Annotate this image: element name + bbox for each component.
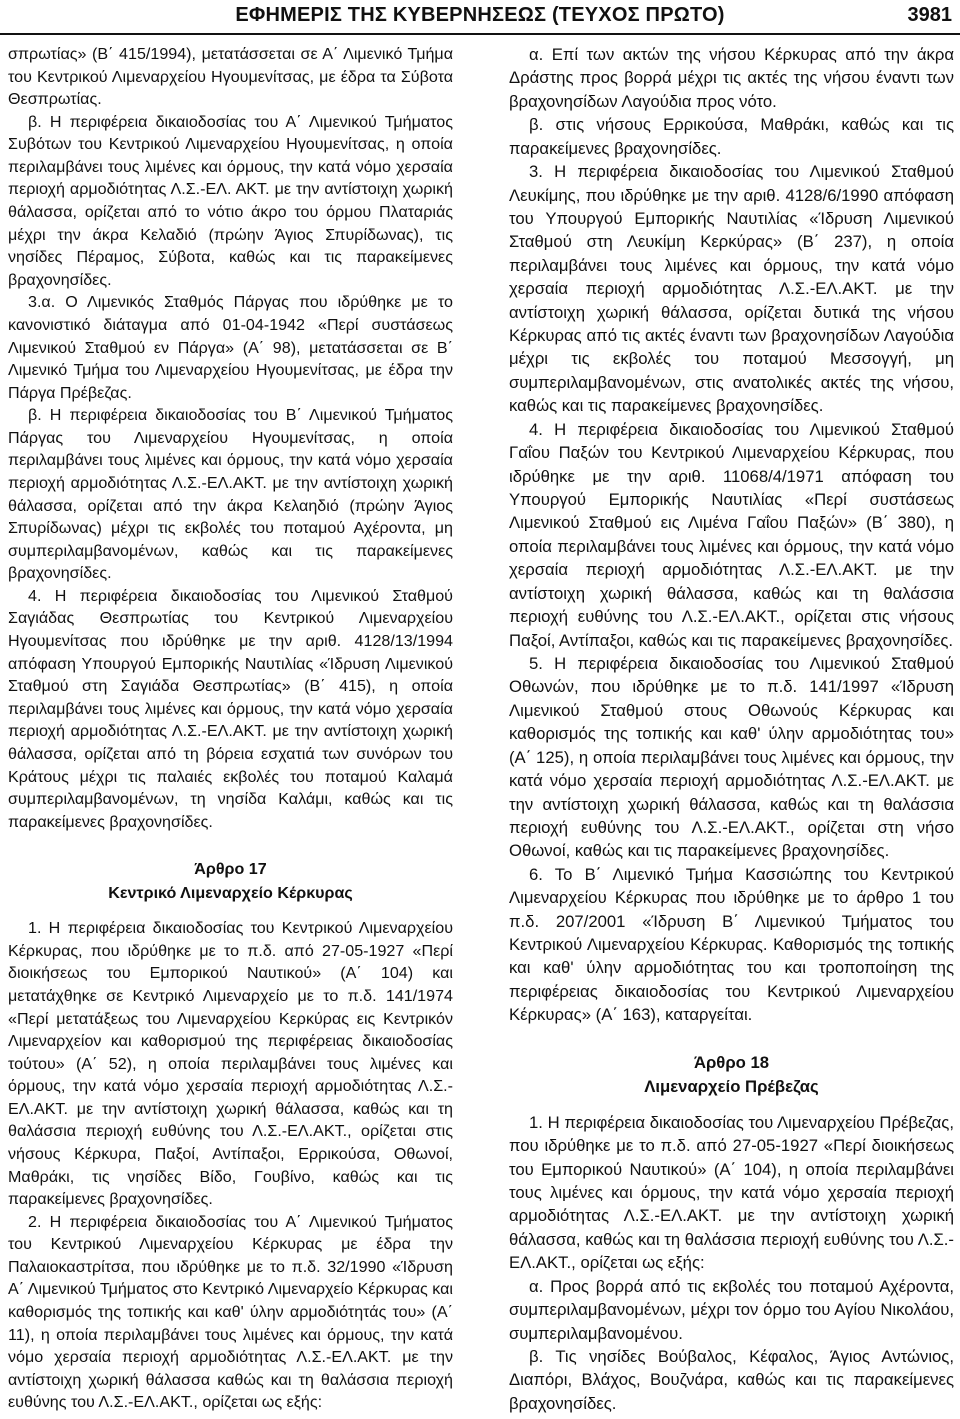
paragraph: α. Επί των ακτών της νήσου Κέρκυρας από την άκρα Δράστης προς βορρά μέχρι τις ακτές της νήσου έναντι των βραχονησίδων Λαγούδια προς νότο. [509,45,954,111]
article-title: Άρθρο 18 [693,1052,770,1072]
paragraph: 1. Η περιφέρεια δικαιοδοσίας του Λιμεναρχείου Πρέβεζας, που ιδρύθηκε με το π.δ. από 27-05-1927 «Περί διοικήσεως του Εμπορικού Ναυτικού» (Α΄ 104), η οποία περιλαμβάνει τους λιμένες και όρμους, την κατά νόμο χερσαία περιοχή αρμοδιότητας Λ.Σ.-ΕΛ.ΑΚΤ. με την αντίστοιχη χωρική θάλασσα, καθώς και τη θαλάσσια περιοχή ευθύνης του Λ.Σ.-ΕΛ.ΑΚΤ., ορίζεται ως εξής: [509,1112,954,1273]
paragraph: 4. Η περιφέρεια δικαιοδοσίας του Λιμενικού Σταθμού Γαΐου Παξών του Κεντρικού Λιμεναρχείου Κέρκυρας, που ιδρύθηκε με την αριθ. 11068/4/1971 απόφαση του Υπουργού Εμπορικής Ναυτιλίας «Περί συστάσεως Λιμενικού Σταθμού εις Λιμένα Γαΐου Παξών» (Β΄ 380), η οποία περιλαμβάνει τους λιμένες και όρμους, την κατά νόμο χερσαία περιοχή αρμοδιότητας Λ.Σ.-ΕΛ.ΑΚΤ. με την αντίστοιχη χωρική θάλασσα, καθώς και τη θαλάσσια περιοχή ευθύνης του Λ.Σ.-ΕΛ.ΑΚΤ., ορίζεται στις νήσους Παξοί, Αντίπαξοι, καθώς και τις παρακείμενες βραχονησίδες. [509,419,954,650]
paragraph: 5. Η περιφέρεια δικαιοδοσίας του Λιμενικού Σταθμού Οθωνών, που ιδρύθηκε με το π.δ. 141/1997 «Ίδρυση Λιμενικού Σταθμού στους Οθωνούς Κέρκυρας και καθορισμός της τοπικής και καθ' ύλην αρμοδιότητας του» (Α΄ 125), η οποία περιλαμβάνει τους λιμένες και όρμους, την κατά νόμο χερσαία περιοχή αρμοδιότητας Λ.Σ.-ΕΛ.ΑΚΤ. με την αντίστοιχη χωρική θάλασσα, καθώς και τη θαλάσσια περιοχή ευθύνης του Λ.Σ.-ΕΛ.ΑΚΤ., ορίζεται στη νήσο Οθωνοί, καθώς και τις παρακείμενες βραχονησίδες. [509,653,954,861]
paragraph: 6. Το Β΄ Λιμενικό Τμήμα Κασσιώπης του Κεντρικού Λιμεναρχείου Κέρκυρας που ιδρύθηκε με το άρθρο 1 του π.δ. 207/2001 «Ίδρυση Β΄ Λιμενικού Τμήματος του Κεντρικού Λιμεναρχείου Κέρκυρας. Καθορισμός της τοπικής και καθ' ύλην αρμοδιότητας του και τροποποίηση της περιφέρειας δικαιοδοσίας του Κεντρικού Λιμεναρχείου Κέρκυρας» (Α΄ 163), καταργείται. [509,864,954,1025]
gazette-title: ΕΦΗΜΕΡΙΣ ΤΗΣ ΚΥΒΕΡΝΗΣΕΩΣ (ΤΕΥΧΟΣ ΠΡΩΤΟ) [235,4,725,26]
paragraph: β. Η περιφέρεια δικαιοδοσίας του Β΄ Λιμενικού Τμήματος Πάργας του Λιμεναρχείου Ηγουμενίτσας, η οποία περιλαμβάνει τους λιμένες και όρμους, την κατά νόμο χερσαία περιοχή αρμοδιότητας Λ.Σ.-ΕΛ.ΑΚΤ. με την αντίστοιχη χωρική θάλασσα, ορίζεται από την άκρα Κελαηδιό (πρώην Άγιος Σπυρίδωνας) μέχρι τις εκβολές του ποταμού Αχέροντα, μη συμπεριλαμβανομένων, καθώς και τις παρακείμενες βραχονησίδες. [8,406,453,583]
article-subtitle: Κεντρικό Λιμεναρχείο Κέρκυρας [108,884,353,903]
paragraph: 3.α. Ο Λιμενικός Σταθμός Πάργας που ιδρύθηκε με το κανονιστικό διάταγμα από 01-04-1942 «Περί συστάσεως Λιμενικού Σταθμού εν Πάργα» (Α΄ 98), μετατάσσεται σε Β΄ Λιμενικό Τμήμα του Λιμεναρχείου Ηγουμενίτσας, με έδρα την Πάργα Πρέβεζας. [8,293,453,402]
left-column [8,43,453,1414]
article-subtitle: Λιμεναρχείο Πρέβεζας [644,1076,819,1096]
page-number: 3981 [907,4,952,26]
article-17-heading [8,857,453,905]
paragraph: 4. Η περιφέρεια δικαιοδοσίας του Λιμενικού Σταθμού Σαγιάδας Θεσπρωτίας του Κεντρικού Λιμεναρχείου Ηγουμενίτσας που ιδρύθηκε με την αριθ. 4128/13/1994 απόφαση Υπουργού Εμπορικής Ναυτιλίας «Ίδρυση Λιμενικού Σταθμού στη Σαγιάδα Θεσπρωτίας» (Β΄ 415), η οποία περιλαμβάνει τους λιμένες και όρμους, την κατά νόμο χερσαία περιοχή αρμοδιότητας Λ.Σ.-ΕΛ.ΑΚΤ. με την αντίστοιχη χωρική θάλασσα, ορίζεται από τη βόρεια εσχατιά των συνόρων του Κράτους μέχρι τις παλαιές εκβολές του ποταμού Καλαμά συμπεριλαμβανομένων, τη νησίδα Καλάμι, καθώς και τις παρακείμενες βραχονησίδες. [8,586,453,831]
paragraph: 1. Η περιφέρεια δικαιοδοσίας του Κεντρικού Λιμεναρχείου Κέρκυρας, που ιδρύθηκε με το π.δ. από 27-05-1927 «Περί διοικήσεως του Εμπορικού Ναυτικού» (Α΄ 104) και μετατάχθηκε σε Κεντρικό Λιμεναρχείο με το π.δ. 141/1974 «Περί μετατάξεως του Λιμεναρχείου Κερκύρας εις Κεντρικόν Λιμεναρχείον και καθορισμού της περιφέρειας δικαιοδοσίας τούτου» (Α΄ 52), η οποία περιλαμβάνει τους λιμένες και όρμους, την κατά νόμο χερσαία περιοχή αρμοδιότητας Λ.Σ.-ΕΛ.ΑΚΤ. με την αντίστοιχη χωρική θάλασσα, καθώς και τη θαλάσσια περιοχή ευθύνης του Λ.Σ.-ΕΛ.ΑΚΤ., ορίζεται στις νήσους Κέρκυρα, Παξοί, Αντίπαξοι, Ερρικούσα, Οθωνοί, Μαθράκι, τις νησίδες Βίδο, Γουβίνο, καθώς και τις παρακείμενες βραχονησίδες. [8,919,453,1209]
article-title: Άρθρο 17 [194,860,267,879]
paragraph: β. Η περιφέρεια δικαιοδοσίας του Α΄ Λιμενικού Τμήματος Συβότων του Κεντρικού Λιμεναρχείου Ηγουμενίτσας, η οποία περιλαμβάνει τους λιμένες και όρμους, την κατά νόμο χερσαία περιοχή αρμοδιότητας Λ.Σ.-ΕΛ. ΑΚΤ. με την αντίστοιχη χωρική θάλασσα, ορίζεται από το νότιο άκρο του όρμου Πλαταριάς μέχρι την άκρα Κελαδιό (πρώην Άγιος Σπυρίδωνας), τις νησίδες Πέραμος, Σύβοτα, καθώς και τις παρακείμενες βραχονησίδες. [8,112,453,289]
page-header [0,0,960,36]
paragraph: 2. Η περιφέρεια δικαιοδοσίας του Α΄ Λιμενικού Τμήματος του Κεντρικού Λιμεναρχείου Κέρκυρας με έδρα την Παλαιοκαστρίτσα, που ιδρύθηκε με το π.δ. 32/1990 «Ίδρυση Α΄ Λιμενικού Τμήματος στο Κεντρικό Λιμεναρχείο Κέρκυρας και καθορισμός της τοπικής και καθ' ύλην αρμοδιότητάς του» (Α΄ 11), η οποία περιλαμβάνει τους λιμένες και όρμους, την κατά νόμο χερσαία περιοχή αρμοδιότητας Λ.Σ.-ΕΛ.ΑΚΤ. με την αντίστοιχη χωρική θάλασσα καθώς και τη θαλάσσια περιοχή ευθύνης του Λ.Σ.-ΕΛ.ΑΚΤ., ορίζεται ως εξής: [8,1212,453,1412]
header-divider [0,33,960,35]
right-column [509,43,954,1415]
paragraph: α. Προς βορρά από τις εκβολές του ποταμού Αχέροντα, συμπεριλαμβανομένων, μέχρι τον όρμο του Αγίου Νικολάου, συμπεριλαμβανομένου. [509,1276,954,1343]
article-18-heading [509,1051,954,1099]
paragraph: σπρωτίας» (Β΄ 415/1994), μετατάσσεται σε Α΄ Λιμενικό Τμήμα του Κεντρικού Λιμεναρχείου Ηγουμενίτσας, με έδρα τα Σύβοτα Θεσπρωτίας. [8,45,453,109]
paragraph: 3. Η περιφέρεια δικαιοδοσίας του Λιμενικού Σταθμού Λευκίμης, που ιδρύθηκε με την αριθ. 4128/6/1990 απόφαση του Υπουργού Εμπορικής Ναυτιλίας «Ίδρυση Λιμενικού Σταθμού στη Λευκίμη Κερκύρας» (Β΄ 237), η οποία περιλαμβάνει τους λιμένες και όρμους, την κατά νόμο χερσαία περιοχή αρμοδιότητας Λ.Σ.-ΕΛ.ΑΚΤ. με την αντίστοιχη χωρική θάλασσα, ορίζεται δυτικά της νήσου Κέρκυρας από τις ακτές έναντι των βραχονησίδων Λαγούδια μέχρι τις εκβολές του ποταμού Μεσσογγή, μη συμπεριλαμβανομένων, στις ανατολικές ακτές της νήσου, καθώς και τις παρακείμενες βραχονησίδες. [509,162,954,416]
paragraph: β. Τις νησίδες Βούβαλος, Κέφαλος, Άγιος Αντώνιος, Διαπόρι, Βλάχος, Βουζνάρα, καθώς και τις παρακείμενες βραχονησίδες. [509,1346,954,1413]
paragraph: β. στις νήσους Ερρικούσα, Μαθράκι, καθώς και τις παρακείμενες βραχονησίδες. [509,115,954,158]
